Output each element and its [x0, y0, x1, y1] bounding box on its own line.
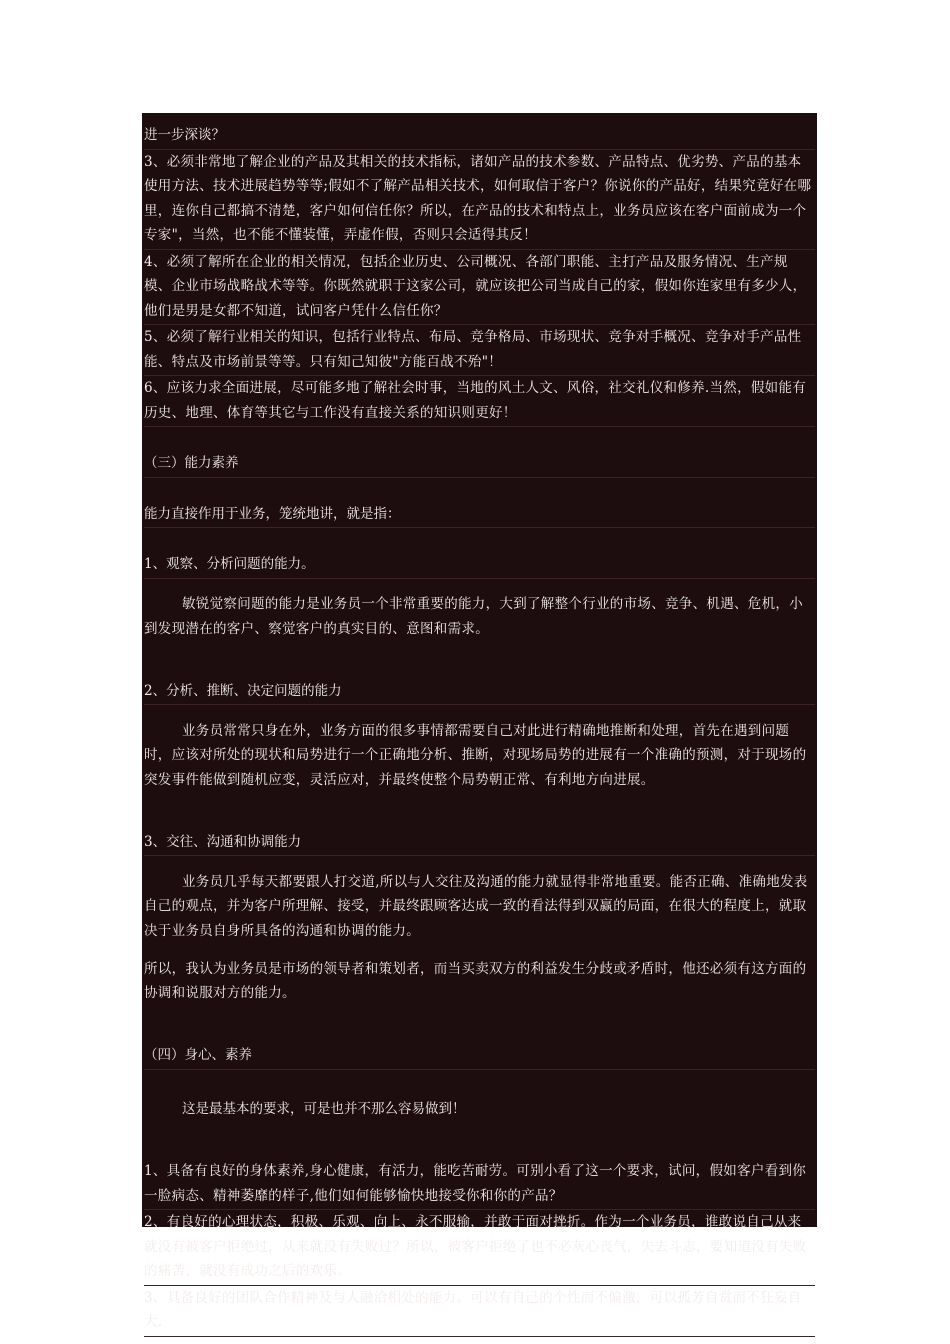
- paragraph: [144, 150, 815, 250]
- paragraph: [144, 870, 815, 944]
- document-body: [142, 113, 817, 1330]
- heading-text: （四）身心、素养: [144, 1047, 252, 1063]
- heading-text: （三）能力素养: [144, 455, 239, 471]
- paragraph: [144, 325, 815, 376]
- item-title-text: 3、交往、沟通和协调能力: [144, 833, 302, 850]
- paragraph-text: 所以，我认为业务员是市场的领导者和策划者，而当买卖双方的利益发生分歧或矛盾时，他还必须有这方面的协调和说服对方的能力。: [144, 960, 807, 1001]
- paragraph-text: 6、应该力求全面进展，尽可能多地了解社会时事，当地的风土人文、风俗，社交礼仪和修养.当然，假如能有历史、地理、体育等其它与工作没有直接关系的知识则更好！: [144, 380, 807, 421]
- paragraph-text: 4、必须了解所在企业的相关情况，包括企业历史、公司概况、各部门职能、主打产品及服务情况、生产规模、企业市场战略战术等等。你既然就职于这家公司，就应该把公司当成自己的家，假如你连家里有多少人，他们是男是女都不知道，试问客户凭什么信任你？: [144, 253, 807, 319]
- paragraph: [144, 719, 815, 793]
- paragraph: [144, 1286, 815, 1337]
- item-title: [144, 830, 815, 857]
- paragraph: [144, 250, 815, 326]
- paragraph-text: 3、具备良好的团队合作精神及与人融洽相处的能力。可以有自己的个性而不偏激，可以孤芳自赏而不狂妄自大.: [144, 1289, 802, 1330]
- paragraph-text: 3、必须非常地了解企业的产品及其相关的技术指标，诸如产品的技术参数、产品特点、优劣势、产品的基本使用方法、技术进展趋势等等;假如不了解产品相关技术，如何取信于客户？你说你的产品好，结果究竟好在哪里，连你自己都搞不清楚，客户如何信任你？所以，在产品的技术和特点上，业务员应该在客户面前成为一个专家"，当然，也不能不懂装懂，弄虚作假，否则只会适得其反！: [144, 153, 812, 243]
- paragraph: [144, 502, 815, 529]
- paragraph-text: 能力直接作用于业务，笼统地讲，就是指：: [144, 505, 401, 522]
- item-title: [144, 552, 815, 579]
- paragraph: [144, 957, 815, 1006]
- paragraph-text: 5、必须了解行业相关的知识，包括行业特点、布局、竞争格局、市场现状、竞争对手概况、竞争对手产品性能、特点及市场前景等等。只有知己知彼"方能百战不殆"！: [144, 329, 802, 370]
- paragraph-text: 这是最基本的要求，可是也并不那么容易做到！: [182, 1101, 466, 1117]
- item-title-text: 1、观察、分析问题的能力。: [144, 556, 315, 572]
- paragraph: [144, 123, 815, 150]
- item-title: [144, 679, 815, 706]
- paragraph-text: 敏锐觉察问题的能力是业务员一个非常重要的能力，大到了解整个行业的市场、竞争、机遇、危机，小到发现潜在的客户、察觉客户的真实目的、意图和需求。: [144, 596, 803, 637]
- paragraph-text: 1、具备有良好的身体素养,身心健康，有活力，能吃苦耐劳。可别小看了这一个要求，试问，假如客户看到你一脸病态、精神萎靡的样子,他们如何能够愉快地接受你和你的产品？: [144, 1163, 807, 1204]
- paragraph-text: 业务员几乎每天都要跟人打交道,所以与人交往及沟通的能力就显得非常地重要。能否正确、准确地发表自己的观点，并为客户所理解、接受，并最终跟顾客达成一致的看法得到双赢的局面，在很大的程度上，就取决于业务员自身所具备的沟通和协调的能力。: [144, 873, 808, 939]
- paragraph: [144, 1210, 815, 1286]
- paragraph: [144, 1097, 815, 1122]
- paragraph-text: 进一步深谈？: [144, 127, 225, 143]
- section-heading: [144, 1043, 815, 1070]
- paragraph: [144, 1159, 815, 1210]
- paragraph-text: 业务员常常只身在外，业务方面的很多事情都需要自己对此进行精确地推断和处理，首先在遇到问题时，应该对所处的现状和局势进行一个正确地分析、推断，对现场局势的进展有一个准确的预测，对于现场的突发事件能做到随机应变，灵活应对，并最终使整个局势朝正常、有利地方向进展。: [144, 722, 807, 788]
- section-heading: [144, 451, 815, 478]
- paragraph: [144, 592, 815, 641]
- paragraph-text: 2、有良好的心理状态，积极、乐观、向上、永不服输，并敢于面对挫折。作为一个业务员，谁敢说自己从来就没有被客户拒绝过，从来就没有失败过？所以，被客户拒绝了也不必灰心丧气，失去斗志，要知道没有失败的痛苦，就没有成功之后的欢乐。: [144, 1214, 807, 1279]
- paragraph: [144, 376, 815, 427]
- item-title-text: 2、分析、推断、决定问题的能力: [144, 682, 342, 699]
